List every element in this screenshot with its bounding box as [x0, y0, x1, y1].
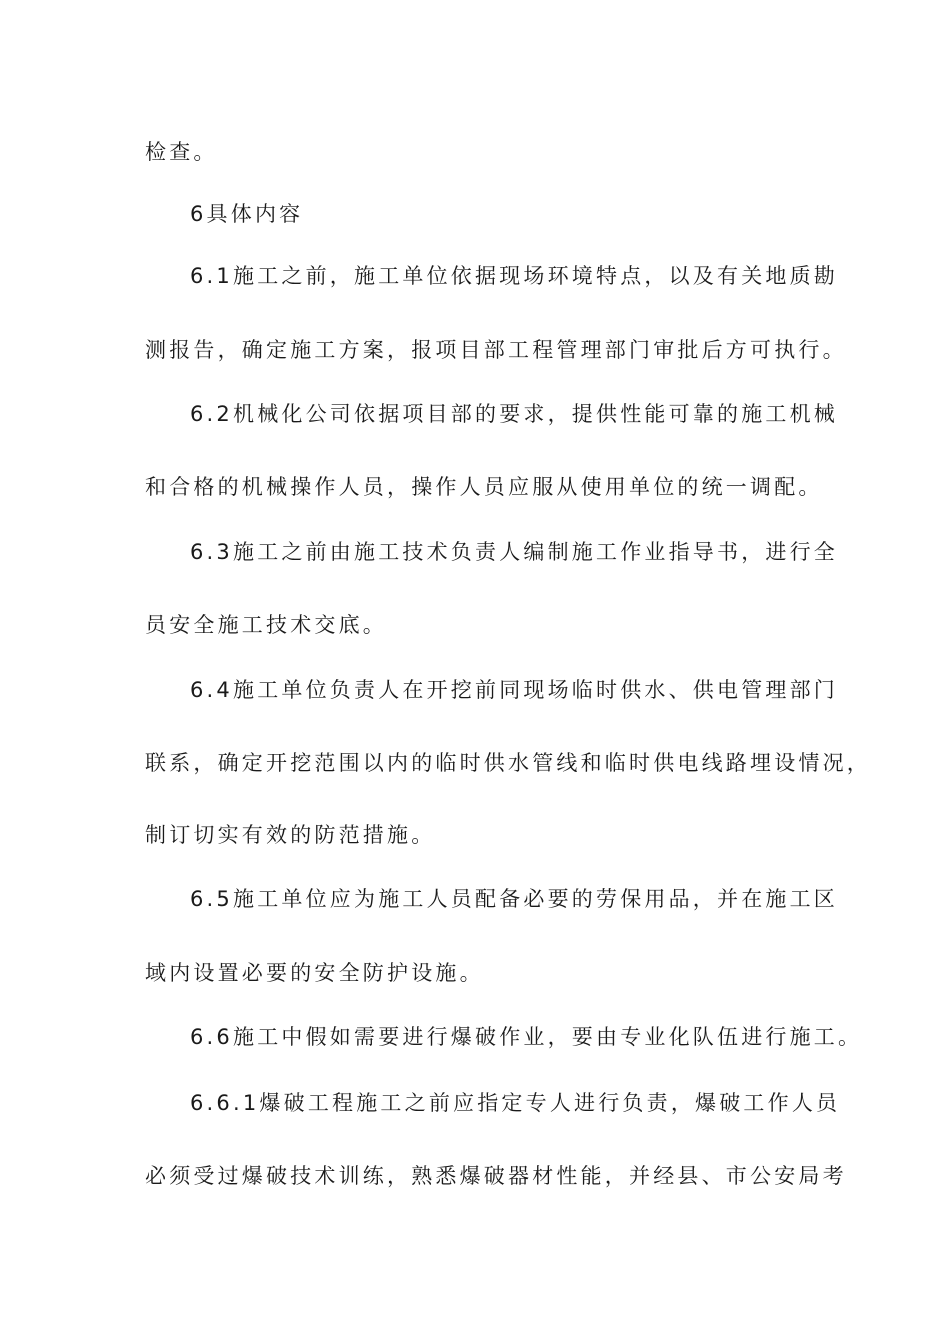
paragraph-line: 和合格的机械操作人员，操作人员应服从使用单位的统一调配。 [145, 475, 823, 499]
paragraph-line: 联系，确定开挖范围以内的临时供水管线和临时供电线路埋设情况， [145, 751, 871, 775]
paragraph-line: 6.4施工单位负责人在开挖前同现场临时供水、供电管理部门 [190, 678, 838, 702]
paragraph-line: 必须受过爆破技术训练，熟悉爆破器材性能，并经县、市公安局考 [145, 1164, 847, 1188]
paragraph-line: 6.2机械化公司依据项目部的要求，提供性能可靠的施工机械 [190, 402, 838, 426]
paragraph-line: 6.3施工之前由施工技术负责人编制施工作业指导书，进行全 [190, 540, 838, 564]
paragraph-line: 6.5施工单位应为施工人员配备必要的劳保用品，并在施工区 [190, 887, 838, 911]
paragraph-line: 测报告，确定施工方案，报项目部工程管理部门审批后方可执行。 [145, 338, 847, 362]
text-line-continuation: 检查。 [145, 140, 218, 164]
section-heading: 6具体内容 [190, 202, 304, 226]
paragraph-line: 制订切实有效的防范措施。 [145, 823, 436, 847]
paragraph-line: 域内设置必要的安全防护设施。 [145, 961, 484, 985]
paragraph-line: 6.6施工中假如需要进行爆破作业，要由专业化队伍进行施工。 [190, 1025, 863, 1049]
paragraph-line: 6.1施工之前，施工单位依据现场环境特点，以及有关地质勘 [190, 264, 838, 288]
paragraph-line: 6.6.1爆破工程施工之前应指定专人进行负责，爆破工作人员 [190, 1091, 841, 1115]
paragraph-line: 员安全施工技术交底。 [145, 613, 387, 637]
